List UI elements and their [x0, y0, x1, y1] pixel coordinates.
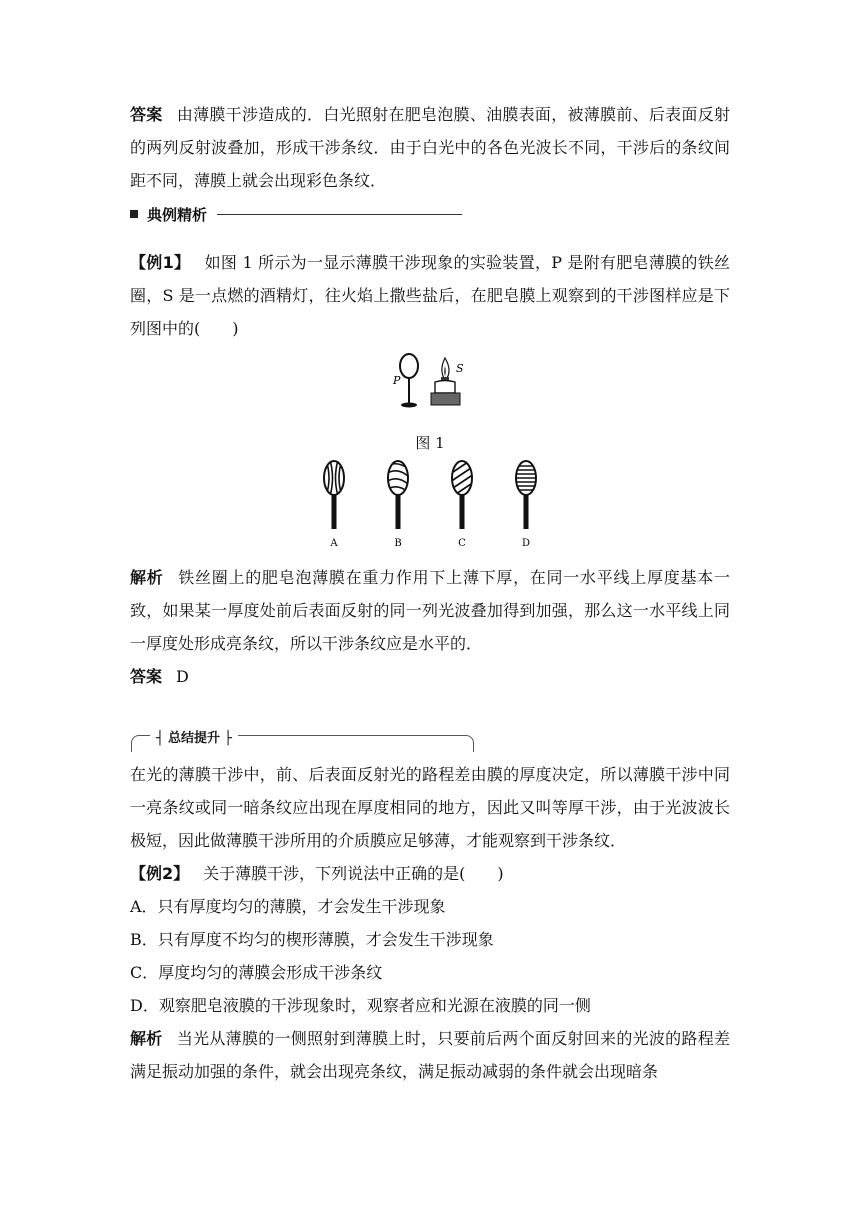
summary-title: ┤ 总结提升 ├	[150, 727, 238, 746]
label-p: P	[393, 374, 401, 387]
option-c-loop	[450, 458, 474, 529]
section-heading	[130, 200, 462, 228]
option-label-a: A	[330, 538, 338, 549]
option-label-d: D	[521, 538, 531, 549]
example-2-paragraph	[130, 857, 730, 890]
heading-divider	[217, 214, 462, 215]
option-d-text: D．观察肥皂液膜的干涉现象时，观察者应和光源在液膜的同一侧	[130, 996, 591, 1015]
example-1-text: 如图 1 所示为一显示薄膜干涉现象的实验装置，P 是附有肥皂薄膜的铁丝圈，S 是一点燃的酒精灯，往火焰上撒些盐后，在肥皂膜上观察到的干涉图样应是下列图中的( )	[130, 253, 730, 338]
analysis-paragraph-2	[130, 1022, 730, 1088]
answer-2-label: 答案	[130, 667, 163, 686]
example-1-paragraph	[130, 246, 730, 345]
analysis-paragraph-1	[130, 561, 730, 660]
section-title: 典例精析	[147, 205, 208, 224]
answer-2-value: D	[176, 667, 189, 686]
answer-text: 由薄膜干涉造成的．白光照射在肥皂泡膜、油膜表面，被薄膜前、后表面反射的两列反射波叠加，形成干涉条纹．由于白光中的各色光波长不同，干涉后的条纹间距不同，薄膜上就会出现彩色条纹．	[130, 105, 730, 190]
answer-label: 答案	[130, 105, 163, 124]
lamp-base	[431, 393, 460, 405]
option-d-loop	[514, 461, 538, 529]
option-b-loop	[386, 461, 410, 529]
analysis-2-label: 解析	[130, 1029, 163, 1048]
loop-stand	[401, 403, 417, 408]
option-c-text: C．厚度均匀的薄膜会形成干涉条纹	[130, 963, 383, 982]
example-2-text: 关于薄膜干涉，下列说法中正确的是( )	[203, 864, 504, 883]
option-a-loop	[324, 460, 344, 529]
example-2-label: 【例2】	[130, 864, 190, 883]
analysis-text: 铁丝圈上的肥皂泡薄膜在重力作用下上薄下厚，在同一水平线上厚度基本一致，如果某一厚度处前后表面反射的同一列光波叠加得到加强，那么这一水平线上同一厚度处形成亮条纹，所以干涉条纹应是水平的．	[130, 568, 730, 653]
alcohol-lamp-icon	[435, 381, 455, 394]
label-s: S	[456, 362, 464, 375]
square-bullet-icon	[130, 210, 138, 218]
option-b-text: B．只有厚度不均匀的楔形薄膜，才会发生干涉现象	[130, 930, 494, 949]
analysis-label: 解析	[130, 568, 164, 587]
answer-paragraph-1	[130, 98, 730, 197]
example-1-label: 【例1】	[130, 253, 191, 272]
option-label-b: B	[394, 538, 402, 549]
analysis-2-text: 当光从薄膜的一侧照射到薄膜上时，只要前后两个面反射回来的光波的路程差满足振动加强的条件，就会出现亮条纹，满足振动减弱的条件就会出现暗条	[130, 1029, 730, 1081]
option-label-c: C	[458, 538, 466, 549]
experiment-apparatus-figure	[388, 348, 468, 410]
figure-1-caption: 图 1	[415, 434, 445, 452]
answer-paragraph-2	[130, 660, 730, 693]
wire-loop-icon	[400, 354, 418, 378]
summary-text: 在光的薄膜干涉中，前、后表面反射光的路程差由膜的厚度决定，所以薄膜干涉中同一亮条纹或同一暗条纹应出现在厚度相同的地方，因此又叫等厚干涉，由于光波波长极短，因此做薄膜干涉所用的介质膜应足够薄，才能观察到干涉条纹．	[130, 765, 730, 850]
option-a-text: A．只有厚度均匀的薄膜，才会发生干涉现象	[130, 897, 446, 916]
interference-options-figure	[300, 458, 560, 550]
summary-paragraph	[130, 758, 730, 857]
